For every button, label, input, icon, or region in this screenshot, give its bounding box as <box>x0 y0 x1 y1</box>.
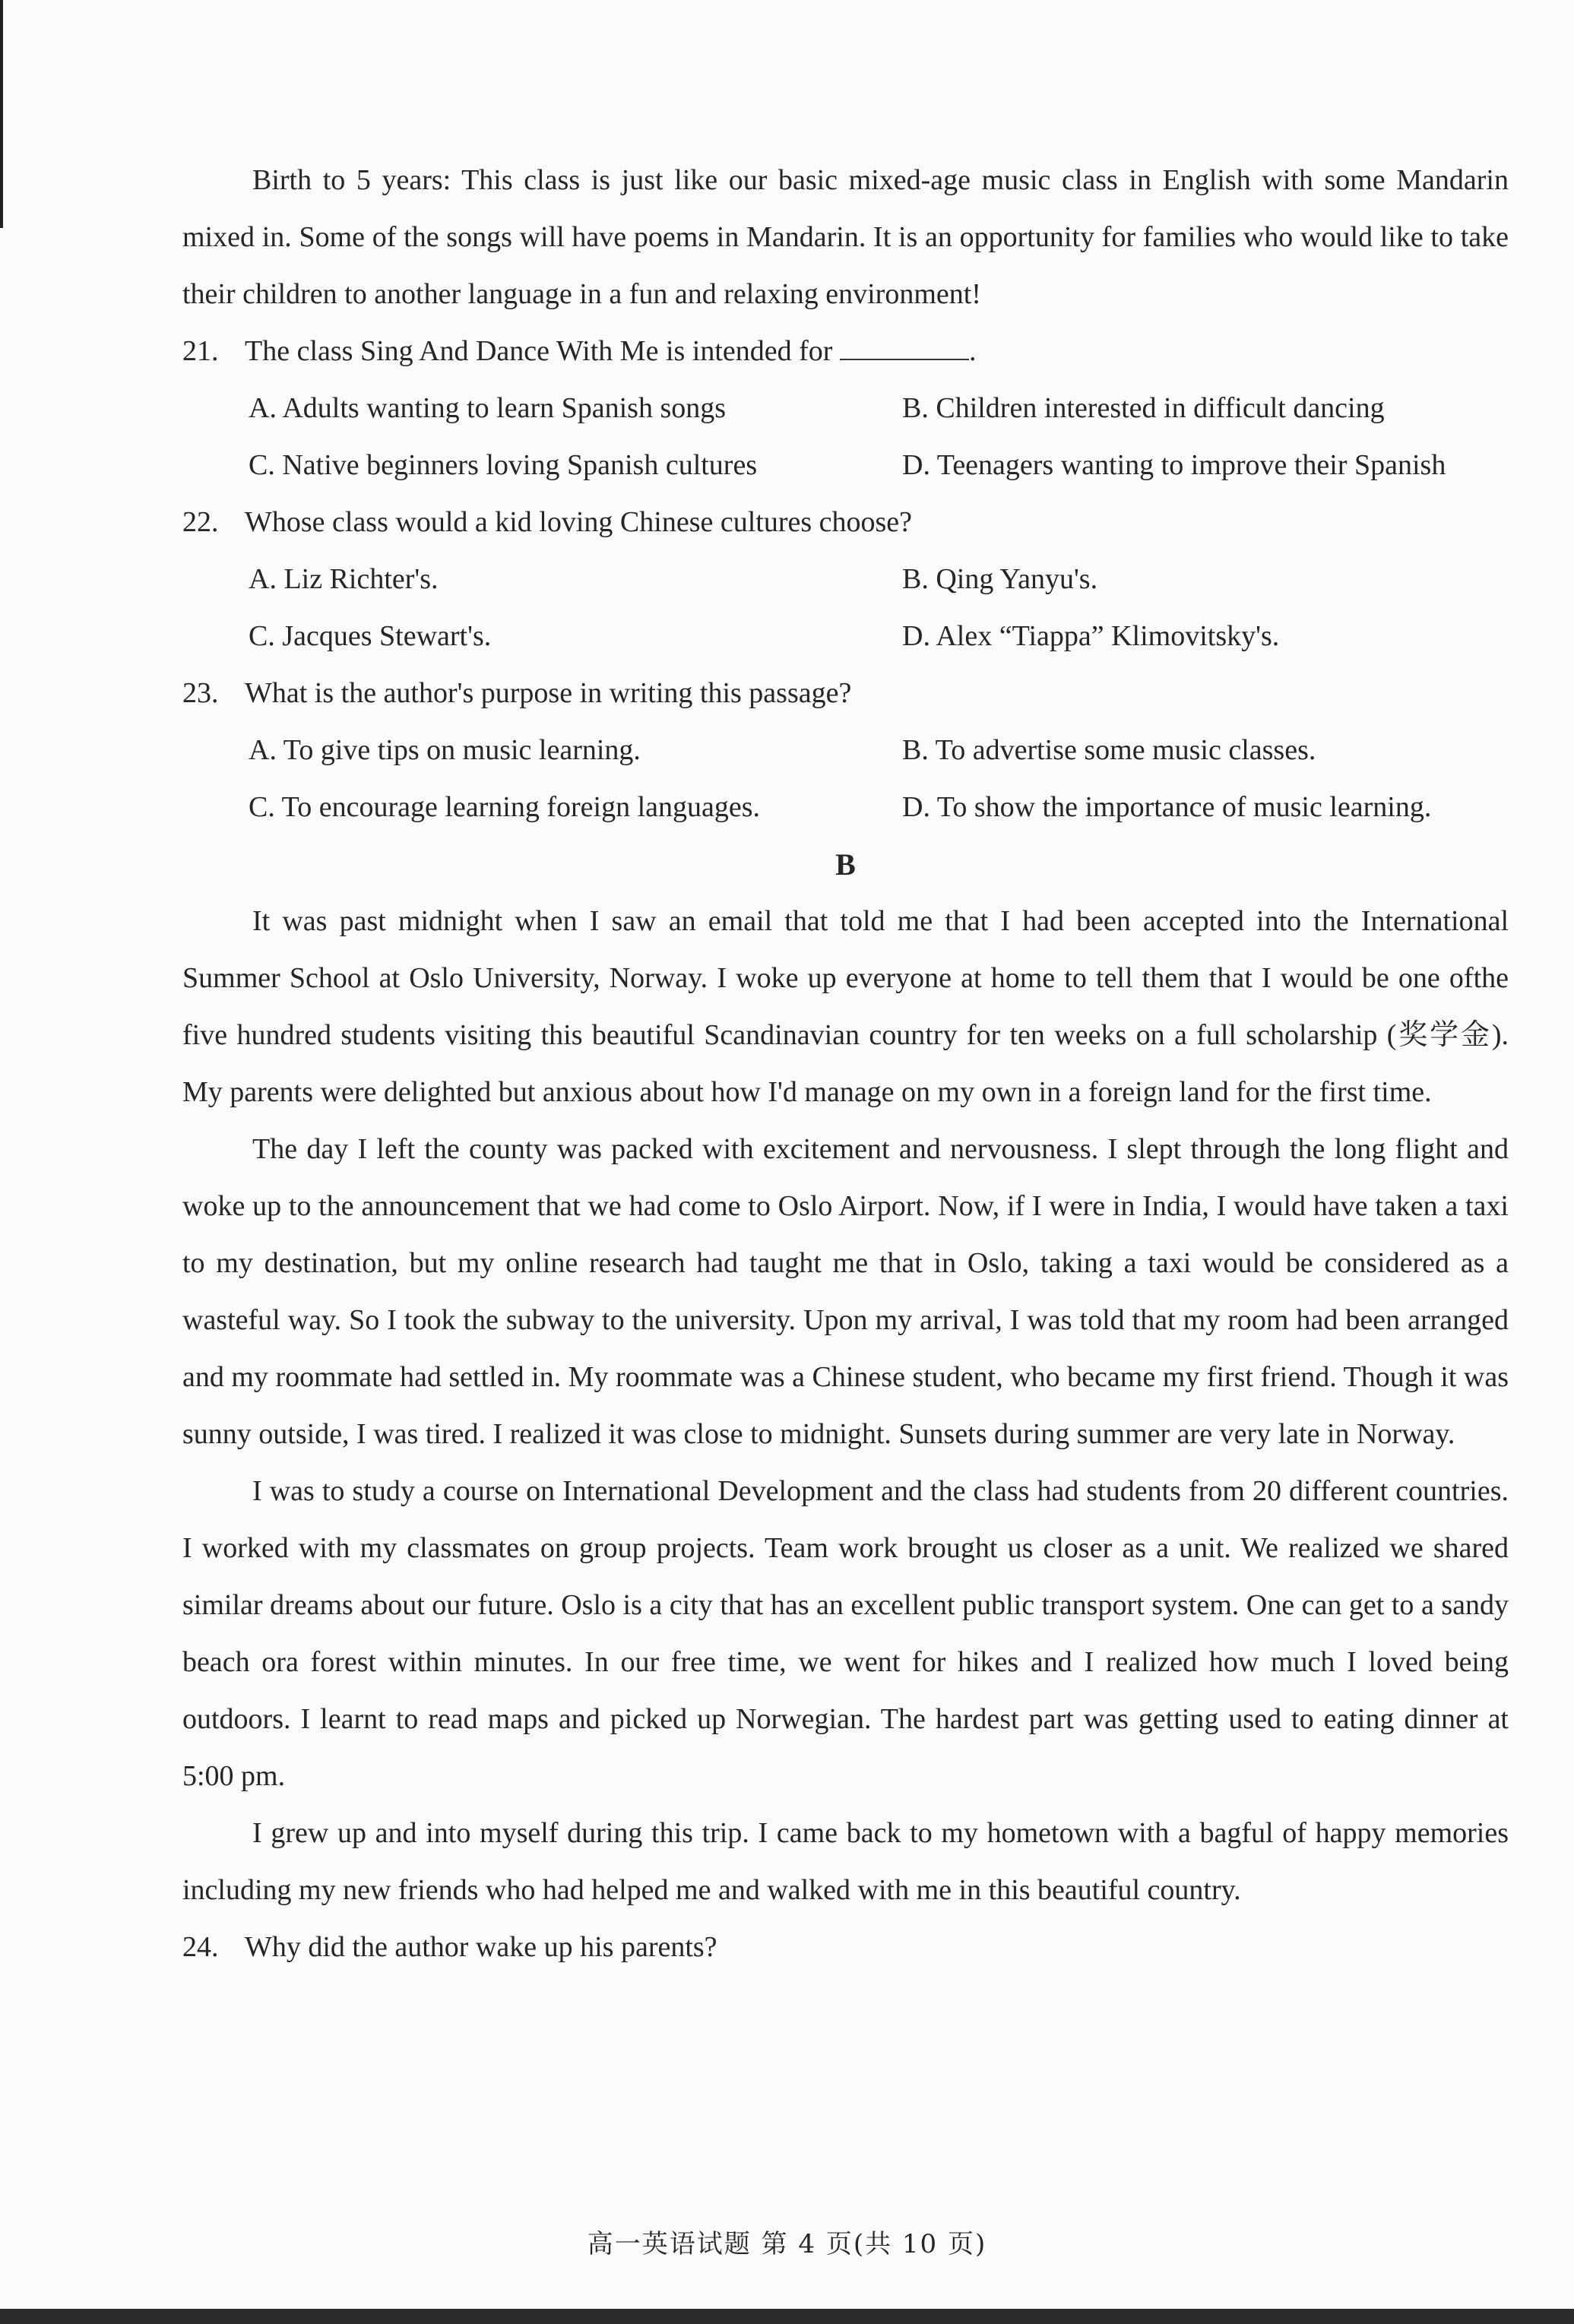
exam-page <box>182 152 1509 1976</box>
question-22 <box>182 494 1509 665</box>
scan-edge-mark <box>0 0 8 228</box>
option-a: A. Adults wanting to learn Spanish songs <box>249 392 727 424</box>
scan-bottom-band <box>0 2309 1574 2324</box>
section-heading: B <box>835 847 856 882</box>
option-c: C. Native beginners loving Spanish cultures <box>249 449 758 481</box>
option-b: B. Qing Yanyu's. <box>902 563 1098 595</box>
question-stem <box>182 323 1509 380</box>
options <box>182 380 1509 494</box>
question-text: What is the author's purpose in writing this passage? <box>245 677 852 709</box>
question-text: Why did the author wake up his parents? <box>245 1931 717 1963</box>
question-21 <box>182 323 1509 494</box>
question-stem <box>182 494 1509 551</box>
option-b: B. Children interested in difficult dancing <box>902 392 1385 424</box>
option-d: D. Alex “Tiappa” Klimovitsky's. <box>902 620 1280 652</box>
answer-blank <box>840 331 969 360</box>
question-number: 23. <box>182 677 219 709</box>
passage-b-paragraph-1: It was past midnight when I saw an email that told me that I had been accepted into the International Summer School at Oslo University, Norway. I woke up everyone at home to tell them that I would be one ofthe five hundred students visiting this beautiful Scandinavian country for ten weeks on a full scholarship (奖学金). My parents were delighted but anxious about how I'd manage on my own in a foreign land for the first time. <box>182 905 1509 1108</box>
question-number: 21. <box>182 335 219 367</box>
options <box>182 551 1509 665</box>
passage-b-paragraph-4: I grew up and into myself during this trip. I came back to my hometown with a bagful of happy memories including my new friends who had helped me and walked with me in this beautiful country. <box>182 1817 1509 1906</box>
question-text: The class Sing And Dance With Me is intended for <box>245 335 833 367</box>
passage-b-paragraph-2: The day I left the county was packed with excitement and nervousness. I slept through the long flight and woke up to the announcement that we had come to Oslo Airport. Now, if I were in India, I would have taken a taxi to my destination, but my online research had taught me that in Oslo, taking a taxi would be considered as a wasteful way. So I took the subway to the university. Upon my arrival, I was told that my room had been arranged and my roommate had settled in. My roommate was a Chinese student, who became my first friend. Though it was sunny outside, I was tired. I realized it was close to midnight. Sunsets during summer are very late in Norway. <box>182 1133 1509 1450</box>
option-c: C. Jacques Stewart's. <box>249 620 492 652</box>
question-24 <box>182 1919 1509 1976</box>
page-footer: 高一英语试题 第 4 页(共 10 页) <box>587 2229 987 2259</box>
options <box>182 722 1509 836</box>
option-a: A. To give tips on music learning. <box>249 734 641 766</box>
option-d: D. To show the importance of music learning. <box>902 791 1432 823</box>
question-number: 22. <box>182 506 219 538</box>
option-a: A. Liz Richter's. <box>249 563 439 595</box>
passage-b-paragraph-3: I was to study a course on International Development and the class had students from 20 different countries. I worked with my classmates on group projects. Team work brought us closer as a unit. We realized we shared similar dreams about our future. Oslo is a city that has an excellent public transport system. One can get to a sandy beach ora forest within minutes. In our free time, we went for hikes and I realized how much I loved being outdoors. I learnt to read maps and picked up Norwegian. The hardest part was getting used to eating dinner at 5:00 pm. <box>182 1475 1509 1792</box>
question-number: 24. <box>182 1931 219 1963</box>
question-stem <box>182 665 1509 722</box>
option-d: D. Teenagers wanting to improve their Spanish <box>902 449 1446 481</box>
passage-a-tail: Birth to 5 years: This class is just like our basic mixed-age music class in English with some Mandarin mixed in. Some of the songs will have poems in Mandarin. It is an opportunity for families who would like to take their children to another language in a fun and relaxing environment! <box>182 164 1509 310</box>
question-23 <box>182 665 1509 836</box>
question-text: Whose class would a kid loving Chinese cultures choose? <box>245 506 913 538</box>
option-b: B. To advertise some music classes. <box>902 734 1316 766</box>
option-c: C. To encourage learning foreign languages. <box>249 791 761 823</box>
stem-end: . <box>968 335 977 367</box>
